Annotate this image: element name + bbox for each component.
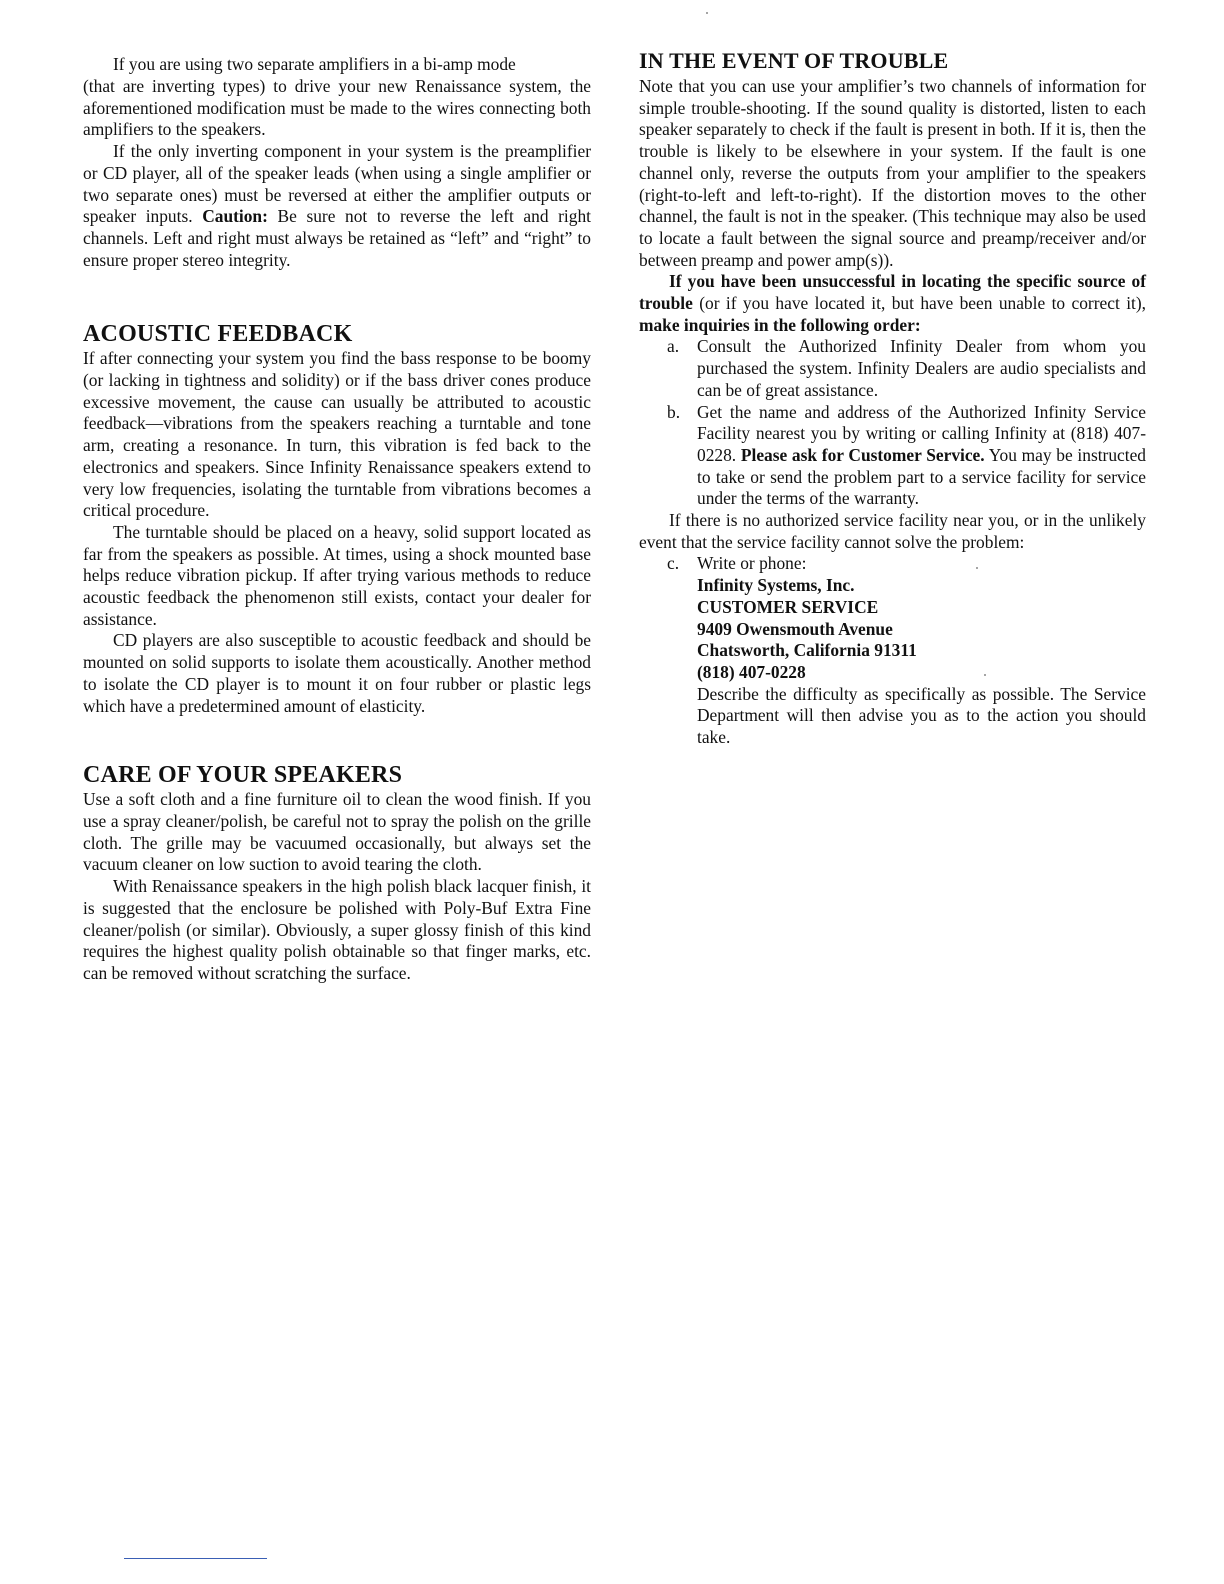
list-item-a [639, 336, 1146, 401]
trouble-heading: IN THE EVENT OF TROUBLE [639, 48, 949, 73]
list-item-c [639, 553, 1146, 575]
trouble-paragraph-2 [639, 271, 1146, 336]
list-text-c: Write or phone: [697, 553, 807, 574]
unsuccessful-bold: If you have been unsuccessful in locating the specific source of trouble [639, 271, 1146, 314]
inquiries-bold: make inquiries in the following order: [639, 314, 921, 335]
trouble-heading-cut [639, 48, 1146, 76]
cut-off-line [83, 54, 591, 76]
scan-speck [984, 674, 986, 676]
left-column [83, 54, 591, 985]
acoustic-paragraph-2: The turntable should be placed on a heavy, solid support located as far from the speakers as possible. At times, using a shock mounted base helps reduce vibration pickup. If after trying various methods to reduce acoustic feedback the phenomenon still exists, contact your dealer for assistance. [83, 521, 591, 629]
inverting-component-paragraph [83, 141, 591, 271]
scan-speck [976, 567, 978, 569]
caution-label: Caution: [202, 206, 268, 227]
service-address [639, 575, 1146, 749]
address-company: Infinity Systems, Inc. [697, 575, 855, 596]
footer-rule [124, 1558, 267, 1559]
care-of-speakers-heading: CARE OF YOUR SPEAKERS [83, 762, 403, 789]
address-street: 9409 Owensmouth Avenue [697, 618, 893, 639]
list-text-b-before: Get the name and address of the Authorized Infinity Service Facility nearest you by writing or calling Infinity at (818) 407-0228. [697, 401, 1146, 465]
address-city: Chatsworth, California 91311 [697, 640, 917, 661]
acoustic-paragraph-1: If after connecting your system you find the bass response to be boomy (or lacking in tightness and solidity) or if the bass driver cones produce excessive movement, the cause can usually be attributed to acoustic feedback—vibrations from the speakers reaching a turntable and tone arm, creating a resonance. In turn, this vibration is fed back to the electronics and speakers. Since Infinity Renaissance speakers extend to very low frequencies, isolating the turntable from vibrations becomes a critical procedure. [83, 348, 591, 521]
cut-line-wrapper [83, 54, 591, 76]
right-column [639, 48, 1147, 749]
list-marker-c: c. [667, 553, 680, 574]
unsuccessful-mid: (or if you have located it, but have been unable to correct it), [692, 293, 1146, 314]
trouble-paragraph-3: If there is no authorized service facility near you, or in the unlikely event that the service facility cannot solve the problem: [639, 510, 1146, 552]
scan-speck [706, 12, 708, 14]
address-department: CUSTOMER SERVICE [697, 596, 879, 617]
trouble-paragraph-1: Note that you can use your amplifier’s two channels of information for simple trouble-shooting. If the sound quality is distorted, listen to each speaker separately to check if the fault is present in both. If it is, then the trouble is likely to be elsewhere in your system. If the fault is one channel only, reverse the outputs from your amplifier to the speakers (right-to-left and left-to-right). If the distortion moves to the other channel, the fault is not in the speaker. (This technique may also be used to locate a fault between the signal source and preamp/receiver and/or between preamp and power amp(s)). [639, 76, 1146, 270]
acoustic-paragraph-3: CD players are also susceptible to acoustic feedback and should be mounted on solid supports to isolate them acoustically. Another method to isolate the CD player is to mount it on four rubber or plastic legs which have a predetermined amount of elasticity. [83, 630, 591, 716]
inverting-text-before: If the only inverting component in your system is the preamplifier or CD player, all of the speaker leads (when using a single amplifier or two separate ones) must be reversed at either the amplifier outputs or speaker inputs. [83, 141, 591, 227]
list-marker-b: b. [667, 401, 681, 422]
list-text-b-after: You may be instructed to take or send the problem part to a service facility for service under the terms of the warranty. [697, 444, 1147, 509]
care-paragraph-1: Use a soft cloth and a fine furniture oil to clean the wood finish. If you use a spray cleaner/polish, be careful not to spray the polish on the grille cloth. The grille may be vacuumed occasionally, but always set the vacuum cleaner on low suction to avoid tearing the cloth. [83, 789, 591, 875]
customer-service-bold: Please ask for Customer Service. [740, 444, 985, 465]
closing-paragraph: Describe the difficulty as specifically as possible. The Service Department will then advise you as to the action you should take. [697, 683, 1146, 748]
address-phone: (818) 407-0228 [697, 661, 806, 682]
list-text-a: Consult the Authorized Infinity Dealer from whom you purchased the system. Infinity Dealers are audio specialists and can be of great assistance. [697, 336, 1146, 400]
list-marker-a: a. [667, 336, 680, 357]
acoustic-feedback-heading: ACOUSTIC FEEDBACK [83, 321, 353, 348]
bi-amp-paragraph: (that are inverting types) to drive your new Renaissance system, the aforementioned modification must be made to the wires connecting both amplifiers to the speakers. [83, 76, 591, 140]
trouble-heading-wrapper [639, 48, 1146, 76]
care-paragraph-2: With Renaissance speakers in the high polish black lacquer finish, it is suggested that the enclosure be polished with Poly-Buf Extra Fine cleaner/polish (or similar). Obviously, a super glossy finish of this kind requires the highest quality polish obtainable so that finger marks, etc. can be removed without scratching the surface. [83, 876, 591, 983]
cut-off-text: If you are using two separate amplifiers in a bi-amp mode [113, 54, 516, 74]
list-item-b [639, 402, 1146, 511]
inverting-text-after: Be sure not to reverse the left and right channels. Left and right must always be retained as “left” and “right” to ensure proper stereo integrity. [83, 206, 591, 270]
